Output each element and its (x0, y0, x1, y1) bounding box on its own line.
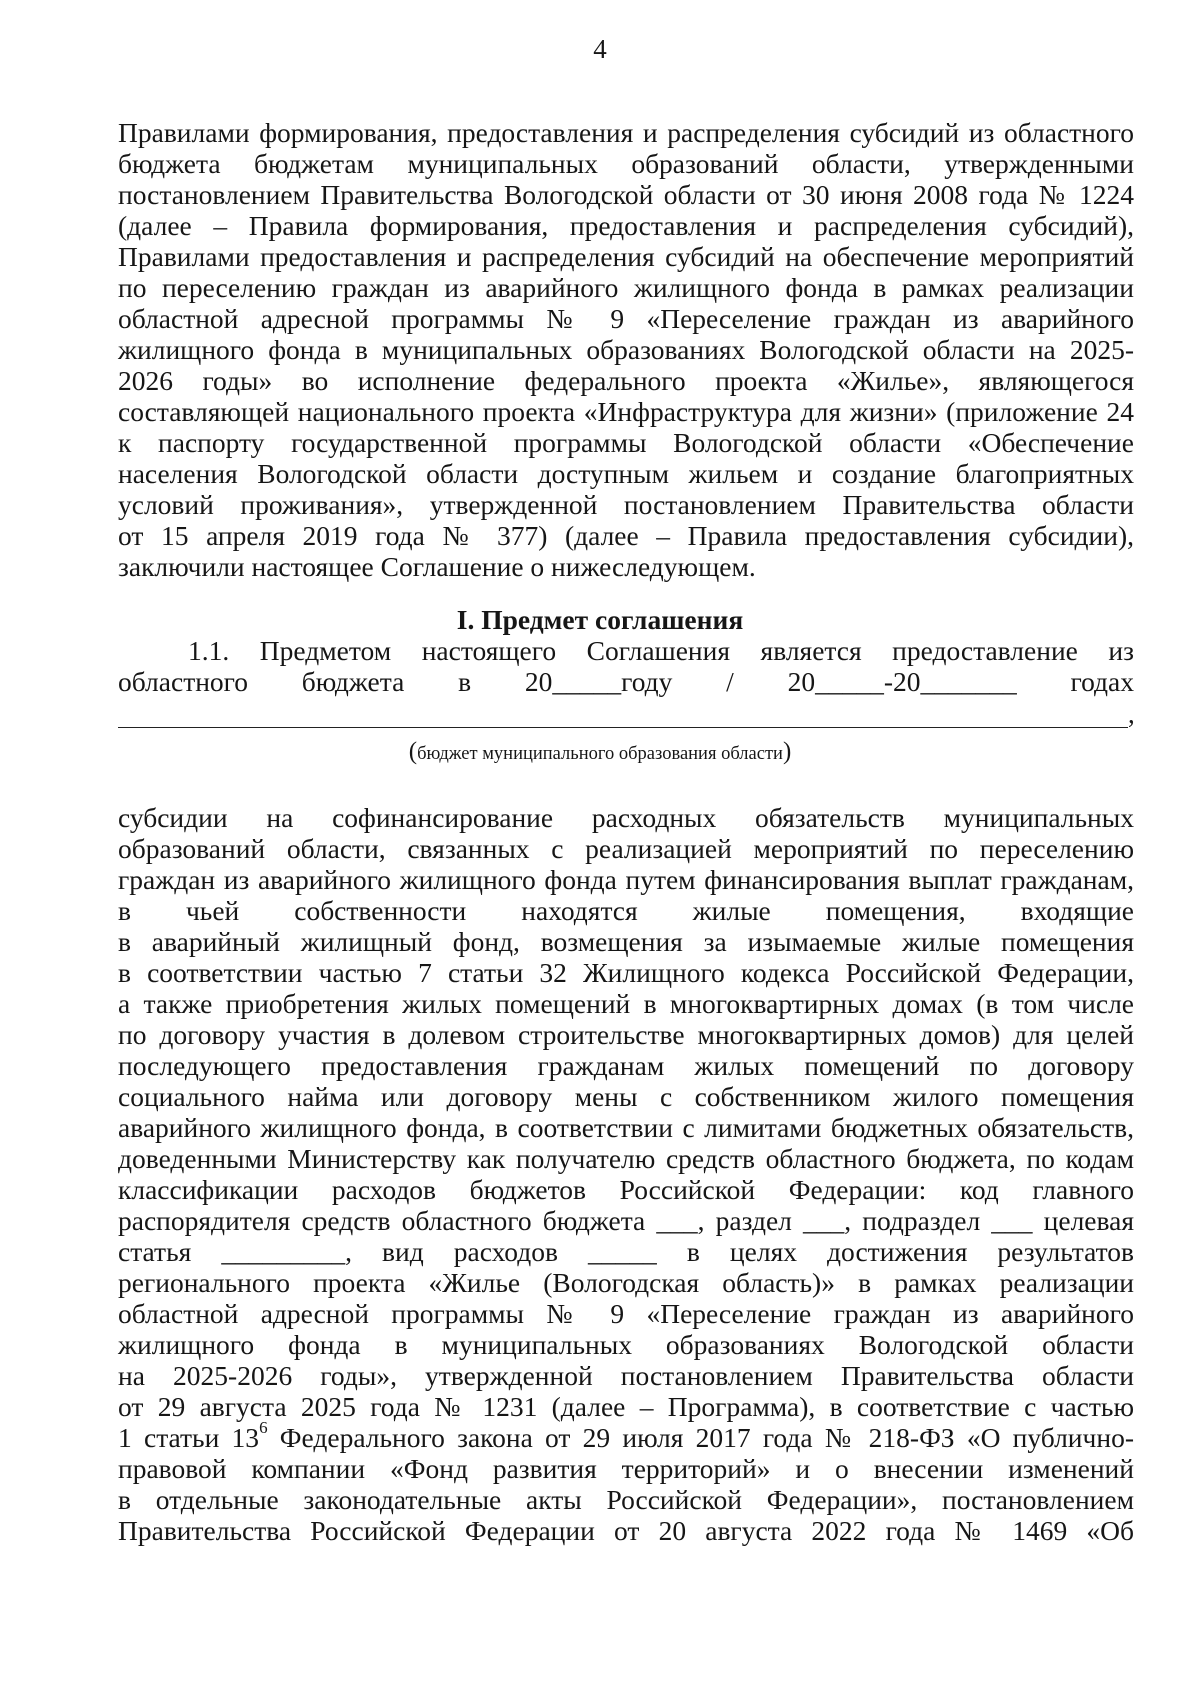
paragraph-2-line: от 29 августа 2025 года № 1231 (далее – Программа), в соответствие с частью (118, 1391, 1134, 1422)
caption-open-paren: ( (408, 738, 418, 765)
paragraph-1-last-line: заключили настоящее Соглашение о нижеследующем. (118, 551, 756, 582)
paragraph-1-line: населения Вологодской области доступным жильем и создание благоприятных (118, 458, 1134, 489)
clause-1-1-line: 1.1. Предметом настоящего Соглашения является предоставление из (188, 635, 1134, 666)
paragraph-1-line: (далее – Правила формирования, предоставления и распределения субсидий), (118, 210, 1134, 241)
paragraph-1-line: к паспорту государственной программы Вологодской области «Обеспечение (118, 427, 1134, 458)
paragraph-2-line: классификации расходов бюджетов Российской Федерации: код главного (118, 1174, 1134, 1205)
paragraph-2-line: в соответствии частью 7 статьи 32 Жилищного кодекса Российской Федерации, (118, 957, 1134, 988)
article-ref-text: 1 статьи 13 (118, 1422, 260, 1453)
paragraph-2-line: субсидии на софинансирование расходных обязательств муниципальных (118, 802, 1134, 833)
paragraph-1-line: Правилами формирования, предоставления и распределения субсидий из областного (118, 117, 1134, 148)
paragraph-2-line: жилищного фонда в муниципальных образованиях Вологодской области (118, 1329, 1134, 1360)
recipient-blank-line (118, 727, 1128, 728)
article-superscript: 6 (259, 1417, 268, 1437)
paragraph-1-line: от 15 апреля 2019 года № 377) (далее – Правила предоставления субсидии), (118, 520, 1134, 551)
paragraph-2-line: областной адресной программы № 9 «Переселение граждан из аварийного (118, 1298, 1134, 1329)
section-heading: I. Предмет соглашения (456, 604, 744, 635)
paragraph-1-line: областной адресной программы № 9 «Переселение граждан из аварийного (118, 303, 1134, 334)
paragraph-2-line: в аварийный жилищный фонд, возмещения за изымаемые жилые помещения (118, 926, 1134, 957)
caption-close-paren: ) (782, 738, 792, 765)
blank-line-caption (0, 738, 1200, 766)
paragraph-2-line: по договору участия в долевом строительстве многоквартирных домов) для целей (118, 1019, 1134, 1050)
paragraph-1-line: условий проживания», утвержденной постановлением Правительства области (118, 489, 1134, 520)
paragraph-2-line: социального найма или договору мены с собственником жилого помещения (118, 1081, 1134, 1112)
paragraph-1-line: жилищного фонда в муниципальных образованиях Вологодской области на 2025- (118, 334, 1134, 365)
paragraph-2-line: в чьей собственности находятся жилые помещения, входящие (118, 895, 1134, 926)
paragraph-1-line: составляющей национального проекта «Инфраструктура для жизни» (приложение 24 (118, 396, 1134, 427)
paragraph-1-line: бюджета бюджетам муниципальных образований области, утвержденными (118, 148, 1134, 179)
paragraph-2-line: аварийного жилищного фонда, в соответствии с лимитами бюджетных обязательств, (118, 1112, 1134, 1143)
paragraph-1-line: постановлением Правительства Вологодской области от 30 июня 2008 года № 1224 (118, 179, 1134, 210)
paragraph-2-line: правовой компании «Фонд развития территорий» и о внесении изменений (118, 1453, 1134, 1484)
blank-line-comma: , (1128, 699, 1135, 729)
paragraph-2-line: в отдельные законодательные акты Российской Федерации», постановлением (118, 1484, 1134, 1515)
caption-text: бюджет муниципального образования области (417, 744, 783, 764)
paragraph-2-line: последующего предоставления гражданам жилых помещений по договору (118, 1050, 1134, 1081)
paragraph-2-line: образований области, связанных с реализацией мероприятий по переселению (118, 833, 1134, 864)
paragraph-2-line: распорядителя средств областного бюджета ___, раздел ___, подраздел ___ целевая (118, 1205, 1134, 1236)
paragraph-2-line: доведенными Министерству как получателю средств областного бюджета, по кодам (118, 1143, 1134, 1174)
paragraph-1-line: Правилами предоставления и распределения субсидий на обеспечение мероприятий (118, 241, 1134, 272)
paragraph-2-line: граждан из аварийного жилищного фонда путем финансирования выплат гражданам, (118, 864, 1134, 895)
paragraph-1-line: 2026 годы» во исполнение федерального проекта «Жилье», являющегося (118, 365, 1134, 396)
paragraph-2-line: Правительства Российской Федерации от 20 августа 2022 года № 1469 «Об (118, 1515, 1134, 1546)
paragraph-2-line: регионального проекта «Жилье (Вологодская область)» в рамках реализации (118, 1267, 1134, 1298)
page-number: 4 (593, 34, 607, 64)
clause-1-1-line: областного бюджета в 20_____году / 20_____-20_______ годах (118, 666, 1134, 697)
federal-law-text: Федерального закона от 29 июля 2017 года № 218-ФЗ «О публично- (267, 1422, 1134, 1453)
paragraph-2-line: статья _________, вид расходов _____ в целях достижения результатов (118, 1236, 1134, 1267)
paragraph-2-line-article-13 (118, 1417, 1134, 1453)
paragraph-2-line: а также приобретения жилых помещений в многоквартирных домах (в том числе (118, 988, 1134, 1019)
paragraph-1-line: по переселению граждан из аварийного жилищного фонда в рамках реализации (118, 272, 1134, 303)
paragraph-2-line: на 2025-2026 годы», утвержденной постановлением Правительства области (118, 1360, 1134, 1391)
